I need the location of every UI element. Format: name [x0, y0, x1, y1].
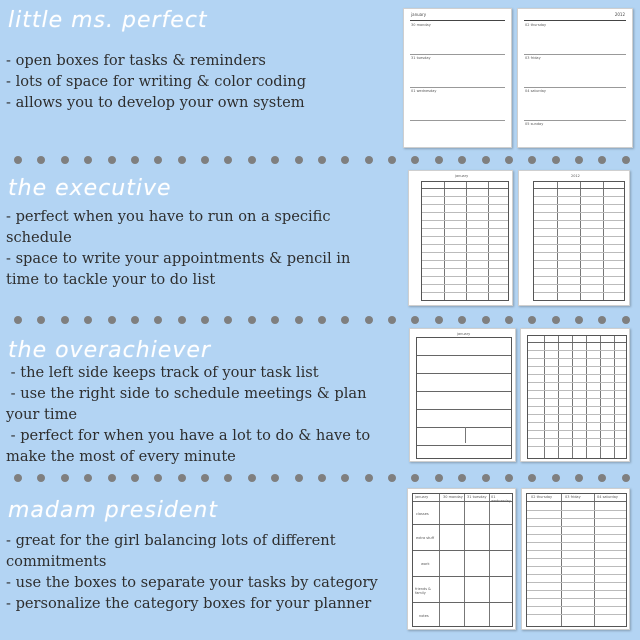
year-label: 2012	[571, 174, 580, 178]
planner-page-header: 2012	[524, 12, 626, 21]
planner-page-executive-right	[518, 170, 630, 306]
planner-page-header: january	[410, 12, 505, 21]
category-label: classes	[416, 512, 429, 516]
bullet-item: - great for the girl balancing lots of different commitments	[6, 532, 341, 570]
month-label: january	[455, 174, 469, 178]
bullet-item: - personalize the category boxes for your planner	[6, 595, 372, 612]
task-list-grid	[416, 337, 512, 459]
planner-page-president-left	[407, 488, 516, 630]
dotted-divider	[14, 474, 630, 482]
planner-page-weekly-right	[517, 8, 633, 148]
day-label: 31 tuesday	[411, 56, 431, 60]
category-grid	[412, 493, 513, 627]
planner-page-president-right	[521, 488, 630, 630]
bullet-item: - lots of space for writing & color coding	[6, 73, 307, 90]
section-title-the-executive: the executive	[8, 176, 172, 201]
section-title-little-ms-perfect: little ms. perfect	[8, 8, 208, 33]
planner-page-weekly-left	[403, 8, 512, 148]
schedule-grid	[421, 181, 509, 301]
dotted-divider	[14, 156, 630, 164]
bullet-item: - use the boxes to separate your tasks by category	[6, 574, 378, 591]
day-label: 03 friday	[525, 56, 541, 60]
planner-page-executive-left	[408, 170, 513, 306]
day-label: 01 wednesday	[491, 495, 511, 503]
divider	[410, 87, 505, 88]
day-label: 30 monday	[443, 495, 463, 499]
section-bullets-madam-president	[6, 530, 401, 614]
category-label: friends & family	[415, 587, 431, 595]
day-label: 02 thursday	[531, 495, 553, 499]
day-label: 04 saturday	[597, 495, 618, 499]
section-bullets-the-executive	[6, 206, 376, 290]
category-label: extra stuff	[416, 536, 435, 540]
planner-page-overachiever-right	[520, 328, 630, 462]
schedule-grid	[533, 181, 625, 301]
bullet-item: - open boxes for tasks & reminders	[6, 52, 266, 69]
bullet-item: - the left side keeps track of your task list	[6, 364, 319, 381]
bullet-item: - use the right side to schedule meetings & plan your time	[6, 385, 372, 423]
divider	[410, 54, 505, 55]
category-label: notes	[419, 614, 429, 618]
bullet-item: - space to write your appointments & pencil in time to tackle your to do list	[6, 250, 355, 288]
divider	[524, 120, 626, 121]
planner-page-overachiever-left	[409, 328, 516, 462]
schedule-grid	[527, 335, 627, 459]
day-label: 01 wednesday	[411, 89, 437, 93]
day-label: 05 sunday	[525, 122, 544, 126]
dotted-divider	[14, 316, 630, 324]
day-label: 02 thursday	[525, 23, 547, 27]
month-label: january	[415, 495, 429, 499]
bullet-item: - perfect when you have to run on a specific schedule	[6, 208, 336, 246]
month-label: january	[457, 332, 471, 336]
divider	[524, 87, 626, 88]
section-bullets-little-ms-perfect	[6, 50, 406, 113]
section-title-the-overachiever: the overachiever	[8, 338, 211, 363]
divider	[524, 54, 626, 55]
day-label: 04 saturday	[525, 89, 546, 93]
day-label: 30 monday	[411, 23, 431, 27]
day-label: 03 friday	[565, 495, 581, 499]
category-grid	[526, 493, 627, 627]
day-label: 31 tuesday	[467, 495, 487, 499]
section-bullets-the-overachiever	[6, 362, 401, 467]
bullet-item: - perfect for when you have a lot to do & have to make the most of every minute	[6, 427, 375, 465]
bullet-item: - allows you to develop your own system	[6, 94, 305, 111]
category-label: work	[421, 562, 430, 566]
divider	[410, 120, 505, 121]
section-title-madam-president: madam president	[8, 498, 218, 523]
